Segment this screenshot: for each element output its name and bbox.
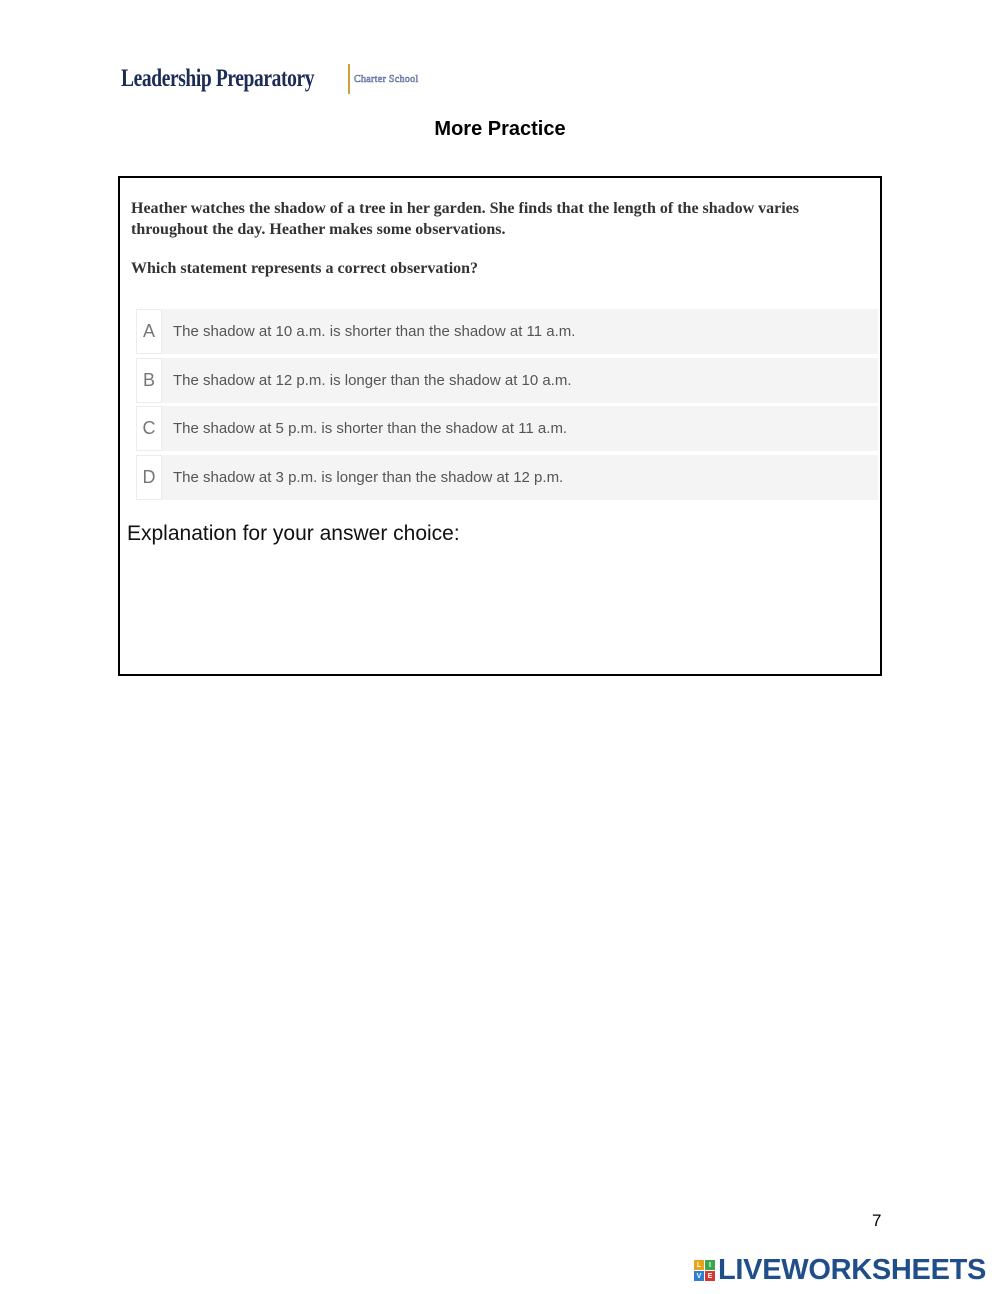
- page-number: 7: [872, 1211, 882, 1230]
- question-prompt: Which statement represents a correct observation?: [131, 260, 479, 277]
- choice-letter: A: [136, 309, 162, 354]
- choice-d[interactable]: [136, 455, 878, 500]
- liveworksheets-logo: [694, 1254, 986, 1287]
- liveworksheets-brand: LIVEWORKSHEETS: [718, 1254, 987, 1286]
- choice-letter: B: [136, 358, 162, 403]
- icon-letter: E: [705, 1271, 715, 1281]
- liveworksheets-icon: [694, 1260, 715, 1281]
- question-box: [118, 176, 882, 676]
- question-stem: Heather watches the shadow of a tree in her garden. She finds that the length of the shadow varies throughout the day. Heather makes some observations.: [131, 200, 799, 238]
- choice-b[interactable]: [136, 358, 878, 403]
- choice-c[interactable]: [136, 406, 878, 451]
- icon-letter: V: [694, 1271, 704, 1281]
- choice-text: The shadow at 12 p.m. is longer than the shadow at 10 a.m.: [162, 358, 878, 403]
- page-title: More Practice: [434, 118, 566, 140]
- choice-text: The shadow at 3 p.m. is longer than the shadow at 12 p.m.: [162, 455, 878, 500]
- icon-letter: I: [705, 1260, 715, 1270]
- choice-letter: D: [136, 455, 162, 500]
- choice-text: The shadow at 10 a.m. is shorter than the shadow at 11 a.m.: [162, 309, 878, 354]
- choice-a[interactable]: [136, 309, 878, 354]
- logo-main-text: Leadership Preparatory: [121, 65, 315, 92]
- choice-letter: C: [136, 406, 162, 451]
- school-logo: [121, 64, 418, 94]
- logo-sub-text: Charter School: [354, 73, 419, 85]
- answer-choices: [136, 309, 878, 503]
- logo-divider: [348, 64, 350, 94]
- explanation-label: Explanation for your answer choice:: [127, 522, 460, 545]
- icon-letter: L: [694, 1260, 704, 1270]
- choice-text: The shadow at 5 p.m. is shorter than the shadow at 11 a.m.: [162, 406, 878, 451]
